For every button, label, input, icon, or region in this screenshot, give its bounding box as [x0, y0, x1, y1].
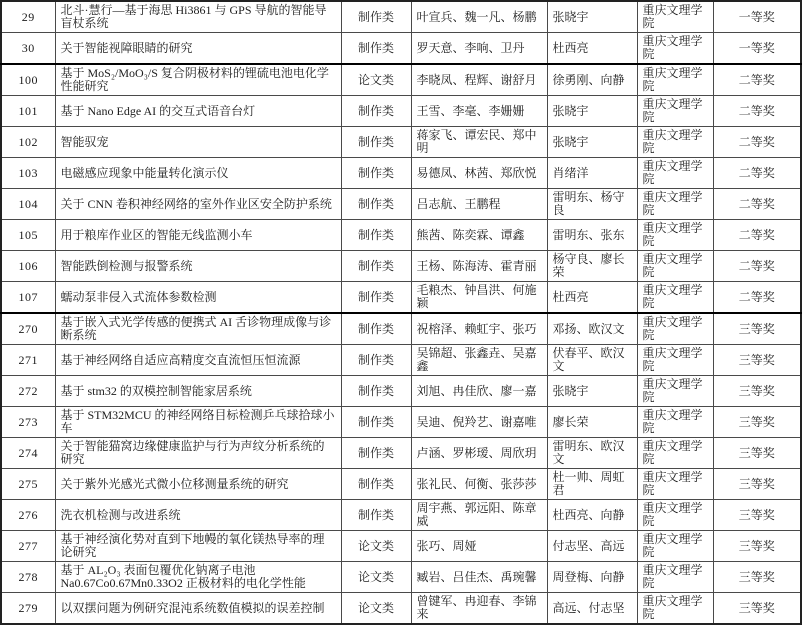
table-row: [1, 531, 801, 562]
institution-cell: 重庆文理学院: [637, 531, 713, 562]
award-level-cell: 三等奖: [713, 469, 801, 500]
authors-cell: 刘旭、冉佳欣、廖一嘉: [411, 376, 547, 407]
advisors-cell: 付志坚、高远: [547, 531, 637, 562]
institution-cell: 重庆文理学院: [637, 158, 713, 189]
project-title-cell: 基于嵌入式光学传感的便携式 AI 舌诊物理成像与诊断系统: [55, 313, 341, 345]
project-title-cell: 关于 CNN 卷积神经网络的室外作业区安全防护系统: [55, 189, 341, 220]
award-level-cell: 二等奖: [713, 127, 801, 158]
authors-cell: 吴锦超、张鑫垚、吴嘉鑫: [411, 345, 547, 376]
authors-cell: 毛粮杰、钟昌洪、何施颖: [411, 282, 547, 314]
institution-cell: 重庆文理学院: [637, 189, 713, 220]
entry-number-cell: 276: [1, 500, 55, 531]
table-row: [1, 33, 801, 65]
institution-cell: 重庆文理学院: [637, 562, 713, 593]
project-title-cell: 智能驭宠: [55, 127, 341, 158]
entry-number-cell: 106: [1, 251, 55, 282]
award-level-cell: 二等奖: [713, 96, 801, 127]
advisors-cell: 雷明东、张东: [547, 220, 637, 251]
advisors-cell: 杜一帅、周虹君: [547, 469, 637, 500]
award-level-cell: 一等奖: [713, 1, 801, 33]
advisors-cell: 杜西亮: [547, 33, 637, 65]
entry-number-cell: 279: [1, 593, 55, 625]
advisors-cell: 肖绪洋: [547, 158, 637, 189]
entry-number-cell: 273: [1, 407, 55, 438]
table-row: [1, 96, 801, 127]
category-cell: 制作类: [341, 438, 411, 469]
institution-cell: 重庆文理学院: [637, 127, 713, 158]
table-row: [1, 158, 801, 189]
project-title-cell: 关于紫外光感光式微小位移测量系统的研究: [55, 469, 341, 500]
project-title-cell: 基于神经网络自适应高精度交直流恒压恒流源: [55, 345, 341, 376]
award-level-cell: 一等奖: [713, 33, 801, 65]
institution-cell: 重庆文理学院: [637, 438, 713, 469]
advisors-cell: 雷明东、杨守良: [547, 189, 637, 220]
project-title-cell: 基于神经演化势对直到下地幔的氧化镁热导率的理论研究: [55, 531, 341, 562]
entry-number-cell: 103: [1, 158, 55, 189]
entry-number-cell: 107: [1, 282, 55, 314]
category-cell: 制作类: [341, 127, 411, 158]
table-row: [1, 407, 801, 438]
award-level-cell: 三等奖: [713, 313, 801, 345]
category-cell: 制作类: [341, 189, 411, 220]
institution-cell: 重庆文理学院: [637, 376, 713, 407]
award-level-cell: 三等奖: [713, 562, 801, 593]
category-cell: 论文类: [341, 593, 411, 625]
institution-cell: 重庆文理学院: [637, 96, 713, 127]
category-cell: 制作类: [341, 220, 411, 251]
authors-cell: 卢涵、罗彬瑷、周欣玥: [411, 438, 547, 469]
project-title-cell: 北斗·慧行—基于海思 Hi3861 与 GPS 导航的智能导盲杖系统: [55, 1, 341, 33]
table-row: [1, 376, 801, 407]
award-level-cell: 二等奖: [713, 251, 801, 282]
award-level-cell: 三等奖: [713, 407, 801, 438]
authors-cell: 吕志航、王鹏程: [411, 189, 547, 220]
award-level-cell: 三等奖: [713, 438, 801, 469]
institution-cell: 重庆文理学院: [637, 500, 713, 531]
advisors-cell: 张晓宇: [547, 376, 637, 407]
table-row: [1, 500, 801, 531]
project-title-cell: 关于智能猫窝边缘健康监护与行为声纹分析系统的研究: [55, 438, 341, 469]
advisors-cell: 周登梅、向静: [547, 562, 637, 593]
award-level-cell: 三等奖: [713, 593, 801, 625]
institution-cell: 重庆文理学院: [637, 1, 713, 33]
award-level-cell: 三等奖: [713, 500, 801, 531]
institution-cell: 重庆文理学院: [637, 593, 713, 625]
advisors-cell: 杜西亮: [547, 282, 637, 314]
category-cell: 制作类: [341, 407, 411, 438]
project-title-cell: 洗衣机检测与改进系统: [55, 500, 341, 531]
table-row: [1, 251, 801, 282]
table-row: [1, 127, 801, 158]
award-level-cell: 三等奖: [713, 376, 801, 407]
entry-number-cell: 100: [1, 64, 55, 96]
authors-cell: 熊茜、陈奕霖、谭鑫: [411, 220, 547, 251]
award-level-cell: 二等奖: [713, 64, 801, 96]
advisors-cell: 雷明东、欧汉文: [547, 438, 637, 469]
project-title-cell: 电磁感应现象中能量转化演示仪: [55, 158, 341, 189]
project-title-cell: 基于 stm32 的双模控制智能家居系统: [55, 376, 341, 407]
authors-cell: 叶宣兵、魏一凡、杨鹏: [411, 1, 547, 33]
entry-number-cell: 102: [1, 127, 55, 158]
authors-cell: 曾键军、冉迎春、李锦来: [411, 593, 547, 625]
table-row: [1, 189, 801, 220]
authors-cell: 张巧、周娅: [411, 531, 547, 562]
authors-cell: 易德凤、林茜、郑欣悦: [411, 158, 547, 189]
project-title-cell: 用于粮库作业区的智能无线监测小车: [55, 220, 341, 251]
advisors-cell: 高远、付志坚: [547, 593, 637, 625]
institution-cell: 重庆文理学院: [637, 282, 713, 314]
category-cell: 论文类: [341, 64, 411, 96]
category-cell: 制作类: [341, 158, 411, 189]
entry-number-cell: 30: [1, 33, 55, 65]
project-title-cell: 基于 AL₂O₃ 表面包覆优化钠离子电池 Na0.67Co0.67Mn0.33O2 正极材料的电化学性能: [55, 562, 341, 593]
table-row: [1, 562, 801, 593]
table-row: [1, 469, 801, 500]
institution-cell: 重庆文理学院: [637, 407, 713, 438]
award-level-cell: 二等奖: [713, 282, 801, 314]
entry-number-cell: 29: [1, 1, 55, 33]
category-cell: 制作类: [341, 33, 411, 65]
institution-cell: 重庆文理学院: [637, 469, 713, 500]
project-title-cell: 关于智能视障眼睛的研究: [55, 33, 341, 65]
table-row: [1, 593, 801, 625]
category-cell: 制作类: [341, 282, 411, 314]
table-row: [1, 282, 801, 314]
entry-number-cell: 104: [1, 189, 55, 220]
authors-cell: 罗天意、李响、卫丹: [411, 33, 547, 65]
project-title-cell: 蠕动泵非侵入式流体参数检测: [55, 282, 341, 314]
table-row: [1, 220, 801, 251]
category-cell: 论文类: [341, 531, 411, 562]
table-row: [1, 438, 801, 469]
project-title-cell: 基于 STM32MCU 的神经网络目标检测乒乓球拾球小车: [55, 407, 341, 438]
category-cell: 制作类: [341, 96, 411, 127]
advisors-cell: 张晓宇: [547, 1, 637, 33]
category-cell: 制作类: [341, 500, 411, 531]
category-cell: 制作类: [341, 313, 411, 345]
advisors-cell: 廖长荣: [547, 407, 637, 438]
table-row: [1, 313, 801, 345]
entry-number-cell: 277: [1, 531, 55, 562]
advisors-cell: 邓扬、欧汉文: [547, 313, 637, 345]
entry-number-cell: 272: [1, 376, 55, 407]
institution-cell: 重庆文理学院: [637, 33, 713, 65]
institution-cell: 重庆文理学院: [637, 220, 713, 251]
award-level-cell: 二等奖: [713, 189, 801, 220]
award-level-cell: 三等奖: [713, 345, 801, 376]
authors-cell: 张礼民、何衡、张莎莎: [411, 469, 547, 500]
entry-number-cell: 275: [1, 469, 55, 500]
category-cell: 制作类: [341, 469, 411, 500]
table-row: [1, 1, 801, 33]
authors-cell: 吴迪、倪羚艺、谢嘉唯: [411, 407, 547, 438]
awards-table-body: [1, 1, 801, 624]
entry-number-cell: 274: [1, 438, 55, 469]
authors-cell: 王雪、李毫、李姗姗: [411, 96, 547, 127]
category-cell: 制作类: [341, 251, 411, 282]
advisors-cell: 张晓宇: [547, 127, 637, 158]
category-cell: 制作类: [341, 1, 411, 33]
award-level-cell: 二等奖: [713, 158, 801, 189]
category-cell: 制作类: [341, 345, 411, 376]
authors-cell: 蒋家飞、谭宏民、郑中明: [411, 127, 547, 158]
entry-number-cell: 101: [1, 96, 55, 127]
authors-cell: 王杨、陈海涛、霍青丽: [411, 251, 547, 282]
institution-cell: 重庆文理学院: [637, 251, 713, 282]
authors-cell: 周宇燕、郭远阳、陈章威: [411, 500, 547, 531]
project-title-cell: 基于 Nano Edge AI 的交互式语音台灯: [55, 96, 341, 127]
table-row: [1, 345, 801, 376]
award-level-cell: 三等奖: [713, 531, 801, 562]
advisors-cell: 徐勇刚、向静: [547, 64, 637, 96]
project-title-cell: 智能跌倒检测与报警系统: [55, 251, 341, 282]
entry-number-cell: 278: [1, 562, 55, 593]
entry-number-cell: 271: [1, 345, 55, 376]
institution-cell: 重庆文理学院: [637, 313, 713, 345]
advisors-cell: 杨守良、廖长荣: [547, 251, 637, 282]
institution-cell: 重庆文理学院: [637, 64, 713, 96]
category-cell: 论文类: [341, 562, 411, 593]
entry-number-cell: 105: [1, 220, 55, 251]
award-level-cell: 二等奖: [713, 220, 801, 251]
advisors-cell: 伏春平、欧汉文: [547, 345, 637, 376]
table-row: [1, 64, 801, 96]
project-title-cell: 以双摆问题为例研究混沌系统数值模拟的误差控制: [55, 593, 341, 625]
category-cell: 制作类: [341, 376, 411, 407]
project-title-cell: 基于 MoS₂/MoO₃/S 复合阴极材料的锂硫电池电化学性能研究: [55, 64, 341, 96]
advisors-cell: 杜西亮、向静: [547, 500, 637, 531]
institution-cell: 重庆文理学院: [637, 345, 713, 376]
authors-cell: 臧岩、吕佳杰、禹琬馨: [411, 562, 547, 593]
entry-number-cell: 270: [1, 313, 55, 345]
advisors-cell: 张晓宇: [547, 96, 637, 127]
authors-cell: 李晓凤、程辉、谢舒月: [411, 64, 547, 96]
authors-cell: 祝榕泽、赖虹宇、张巧: [411, 313, 547, 345]
